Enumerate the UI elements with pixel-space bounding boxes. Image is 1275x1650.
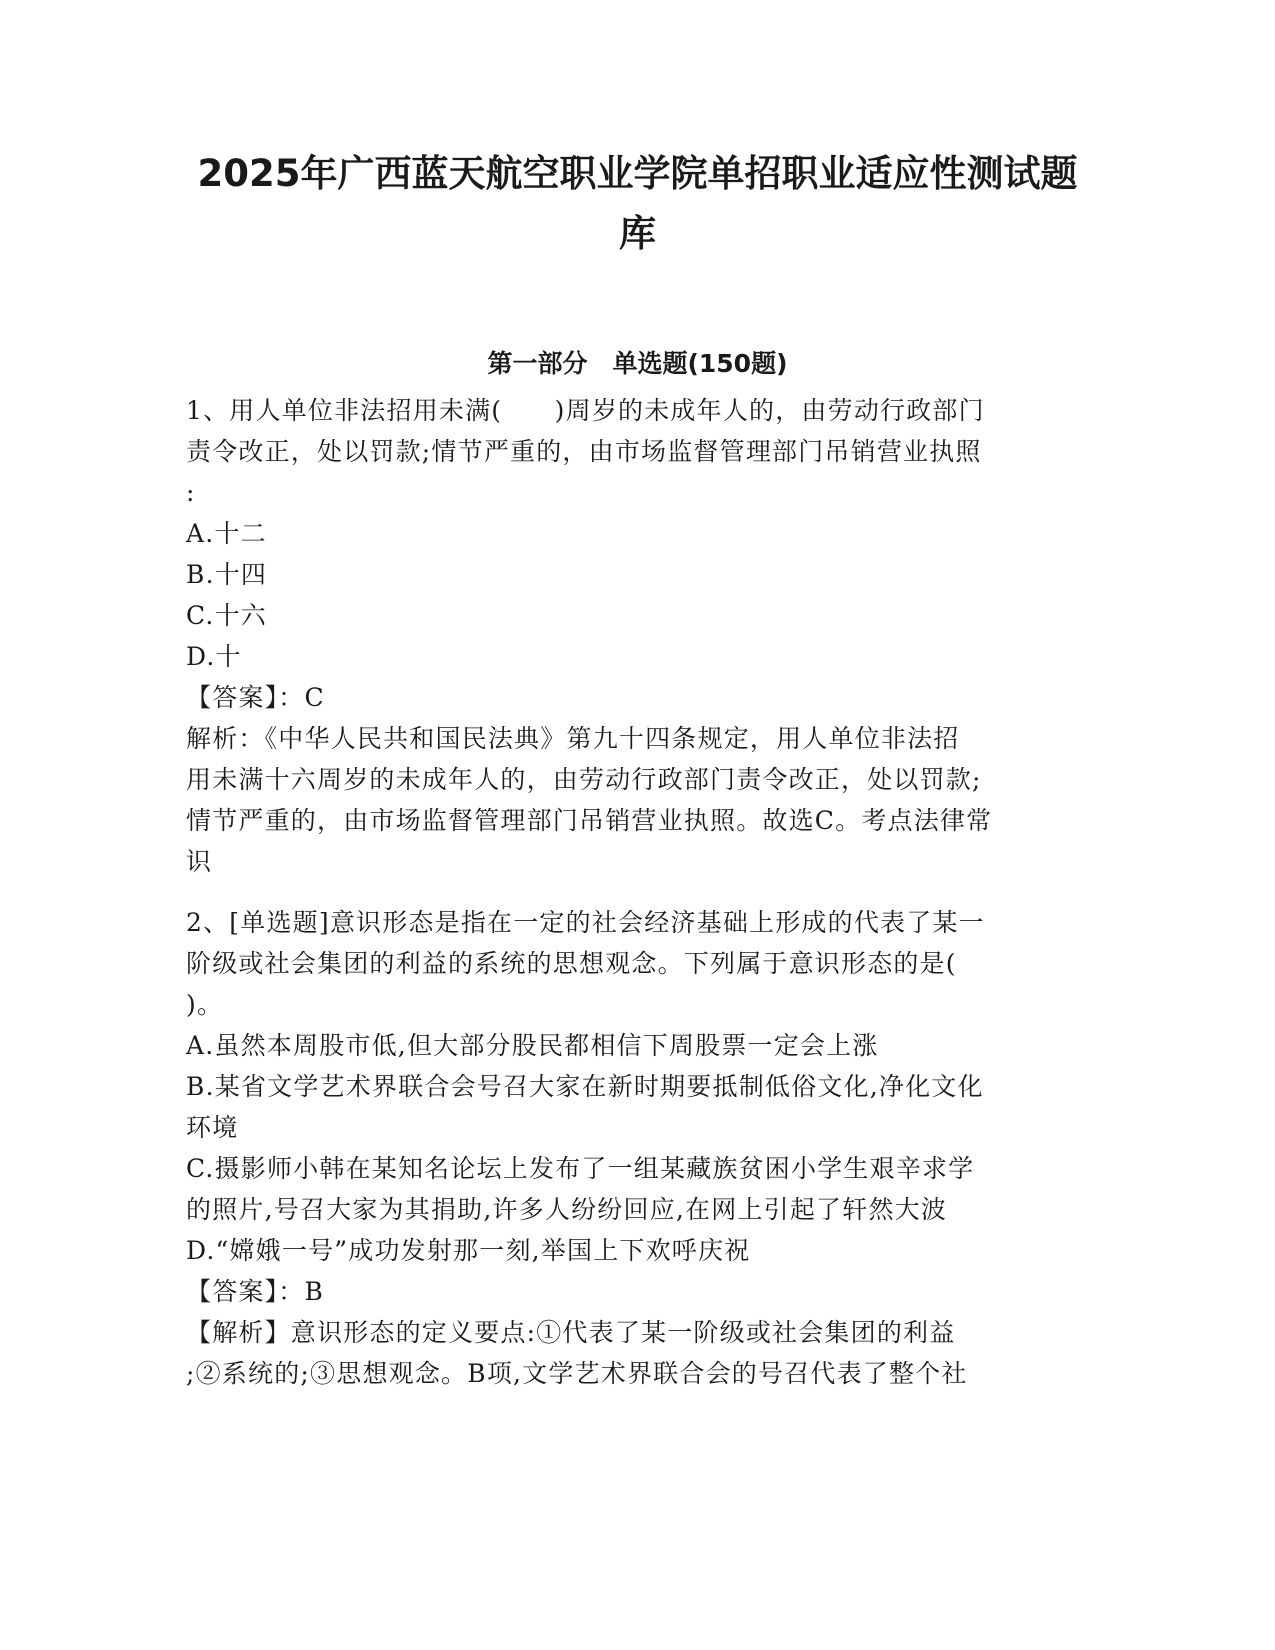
question-1-explanation-line-1: 解析：《中华人民共和国民法典》第九十四条规定，用人单位非法招 [186, 724, 960, 753]
question-2-stem-line-1: 2、[单选题]意识形态是指在一定的社会经济基础上形成的代表了某一 [186, 908, 985, 937]
question-1-answer: 【答案】：C [186, 683, 325, 712]
question-2-option-d: D.“嫦娥一号”成功发射那一刻,举国上下欢呼庆祝 [186, 1236, 751, 1265]
question-2-option-c-line-1: C.摄影师小韩在某知名论坛上发布了一组某藏族贫困小学生艰辛求学 [186, 1154, 975, 1183]
question-1-stem-line-3: : [186, 478, 196, 507]
question-1-explanation-line-3: 情节严重的，由市场监督管理部门吊销营业执照。故选C。考点法律常 [186, 806, 993, 835]
question-1-stem-line-1: 1、用人单位非法招用未满( )周岁的未成年人的，由劳动行政部门 [186, 396, 985, 425]
question-2-option-a: A.虽然本周股市低,但大部分股民都相信下周股票一定会上涨 [186, 1031, 879, 1060]
question-2-explanation-line-1: 【解析】意识形态的定义要点:①代表了某一阶级或社会集团的利益 [186, 1318, 956, 1347]
question-1-option-a: A.十二 [186, 519, 267, 548]
question-1-option-d: D.十 [186, 642, 242, 671]
question-1-explanation-line-4: 识 [186, 847, 213, 876]
question-2-option-b-line-2: 环境 [186, 1113, 239, 1142]
question-1-explanation-line-2: 用未满十六周岁的未成年人的，由劳动行政部门责令改正，处以罚款; [186, 765, 982, 794]
question-1-stem-line-2: 责令改正，处以罚款;情节严重的，由市场监督管理部门吊销营业执照 [186, 437, 982, 466]
question-2-explanation-line-2: ;②系统的;③思想观念。B项,文学艺术界联合会的号召代表了整个社 [186, 1359, 968, 1388]
question-2-option-b-line-1: B.某省文学艺术界联合会号召大家在新时期要抵制低俗文化,净化文化 [186, 1072, 984, 1101]
question-2-option-c-line-2: 的照片,号召大家为其捐助,许多人纷纷回应,在网上引起了轩然大波 [186, 1195, 948, 1224]
document-title-line-2: 库 [619, 212, 656, 255]
question-1-option-c: C.十六 [186, 601, 267, 630]
question-1-option-b: B.十四 [186, 560, 268, 589]
section-heading: 第一部分 单选题(150题) [487, 349, 788, 378]
question-2-stem-line-2: 阶级或社会集团的利益的系统的思想观念。下列属于意识形态的是( [186, 949, 957, 978]
document-title-line-1: 2025年广西蓝天航空职业学院单招职业适应性测试题 [197, 152, 1078, 195]
question-2-answer: 【答案】：B [186, 1277, 325, 1306]
question-2-stem-line-3: )。 [186, 990, 224, 1019]
